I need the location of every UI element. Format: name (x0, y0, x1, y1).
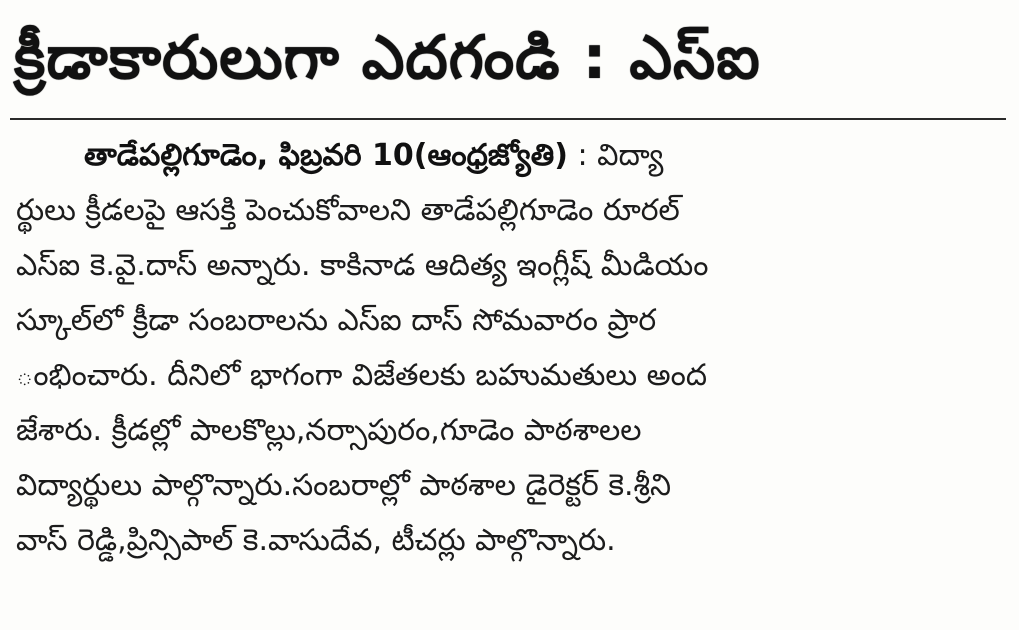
headline-divider (10, 118, 1006, 120)
article-line-4: స్కూల్‌లో క్రీడా సంబరాలను ఎస్ఐ దాస్ సోమవారం ప్రార (16, 303, 657, 338)
article-line-1 (16, 128, 996, 183)
article-line-3: ఎస్ఐ కె.వై.దాస్ అన్నారు. కాకినాడ ఆదిత్య ఇంగ్లీష్ మీడియం (16, 248, 709, 283)
article-line-2: ర్థులు క్రీడలపై ఆసక్తి పెంచుకోవాలని తాడేపల్లిగూడెం రూరల్ (16, 193, 680, 228)
article-line-5: ంభించారు. దీనిలో భాగంగా విజేతలకు బహుమతులు అంద (16, 358, 707, 393)
headline: క్రీడాకారులుగా ఎదగండి : ఎస్ఐ (14, 23, 761, 93)
article-line-7: విద్యార్థులు పాల్గొన్నారు.సంబరాల్లో పాఠశాల డైరెక్టర్ కె.శ్రీని (16, 468, 672, 503)
article-body (16, 128, 996, 568)
dateline: తాడేపల్లిగూడెం, ఫిబ్రవరి 10(ఆంధ్రజ్యోతి) (84, 138, 568, 173)
article-line-1-text: : విద్యా (567, 138, 664, 173)
article-line-6: జేశారు. క్రీడల్లో పాలకొల్లు,నర్సాపురం,గూడెం పాఠశాలల (16, 413, 642, 448)
article-line-8: వాస్ రెడ్డి,ప్రిన్సిపాల్ కె.వాసుదేవ, టీచర్లు పాల్గొన్నారు. (16, 523, 616, 558)
